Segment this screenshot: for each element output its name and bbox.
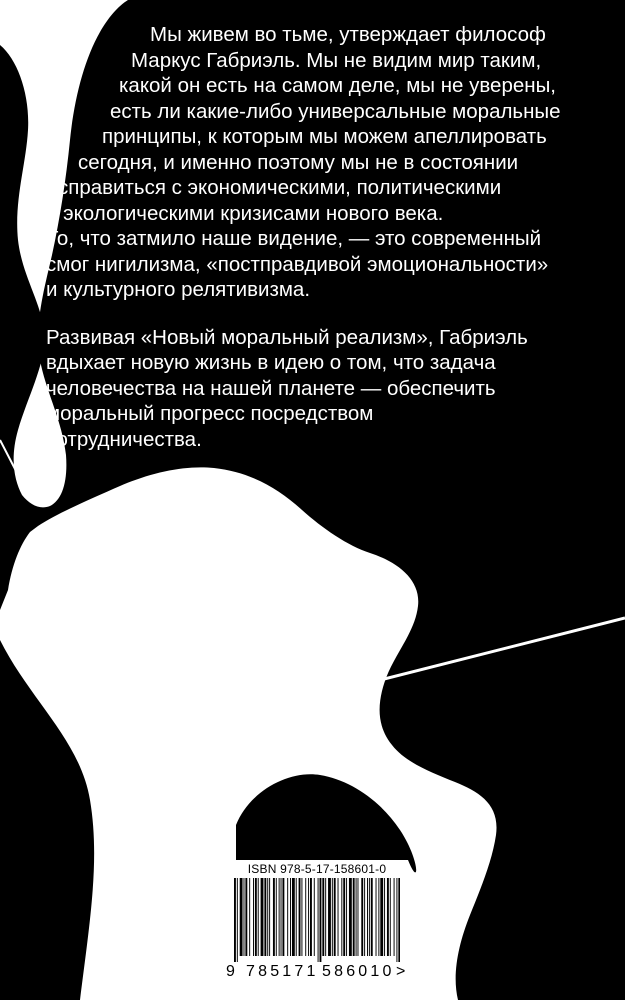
isbn-barcode <box>226 860 408 988</box>
barcode-bar <box>301 878 302 956</box>
barcode-bar <box>299 878 301 956</box>
blurb <box>14 22 610 452</box>
barcode-bar <box>341 878 342 956</box>
barcode-bar <box>384 878 385 956</box>
barcode-bar <box>245 878 247 956</box>
barcode-bar <box>269 878 270 956</box>
blurb-line: моральный прогресс посредством <box>46 402 374 425</box>
barcode-bar <box>361 878 363 956</box>
isbn-label: ISBN 978-5-17-158601-0 <box>247 862 387 876</box>
barcode-bar <box>237 878 238 962</box>
blurb-line: какой он есть на самом деле, мы не уверены, <box>119 74 556 97</box>
barcode-bar <box>369 878 370 956</box>
barcode-bar <box>322 878 324 956</box>
barcode-bar <box>390 878 391 956</box>
blurb-line: справиться с экономическими, политическими <box>58 176 502 199</box>
barcode-bar <box>276 878 277 956</box>
barcode-bar <box>279 878 280 956</box>
blurb-line: вдыхает новую жизнь в идею о том, что задача <box>46 351 496 374</box>
barcode-left-group: 785171 <box>246 963 319 980</box>
barcode-bars <box>234 878 400 962</box>
blurb-line: смог нигилизма, «постправдивой эмоциональности» <box>46 252 549 276</box>
barcode-bar <box>371 878 373 956</box>
barcode-bar <box>376 878 377 956</box>
barcode-bar <box>364 878 365 956</box>
barcode-bar <box>343 878 345 956</box>
blurb-line: принципы, к которым мы можем апеллировать <box>102 125 547 148</box>
barcode-bar <box>346 878 347 956</box>
barcode-bar <box>287 878 288 956</box>
barcode-bar <box>264 878 266 956</box>
barcode-bar <box>305 878 306 956</box>
barcode-bar <box>396 878 397 962</box>
barcode-bar <box>292 878 295 956</box>
barcode-bar <box>325 878 326 956</box>
barcode-bar <box>249 878 250 956</box>
barcode-bar <box>332 878 333 956</box>
barcode-bar <box>320 878 322 962</box>
barcode-bar <box>255 878 257 956</box>
blurb-line: Мы живем во тьме, утверждает философ <box>150 23 546 46</box>
barcode-bar <box>244 878 245 956</box>
barcode-quiet-mark: > <box>396 963 406 980</box>
black-shape-center <box>236 774 416 872</box>
blurb-line: сотрудничества. <box>46 427 202 451</box>
barcode-bar <box>367 878 368 956</box>
blurb-line: То, что затмило наше видение, — это современный <box>46 227 542 250</box>
barcode-bar <box>296 878 297 956</box>
blurb-line: человечества на нашей планете — обеспечить <box>46 376 496 400</box>
barcode-bar <box>258 878 259 956</box>
blurb-line: есть ли какие-либо универсальные моральные <box>110 99 561 123</box>
barcode-bar <box>349 878 352 956</box>
barcode-bar <box>310 878 312 956</box>
barcode-lead-digit: 9 <box>226 963 235 980</box>
barcode-bar <box>338 878 339 956</box>
barcode-bar <box>240 878 243 956</box>
blurb-line: и экологическими кризисами нового века. <box>46 201 444 225</box>
barcode-bar <box>253 878 254 956</box>
barcode-right-group: 586010 <box>322 963 395 980</box>
blurb-line: сегодня, и именно поэтому мы не в состоянии <box>78 150 519 174</box>
barcode-bar <box>318 878 319 962</box>
barcode-bar <box>356 878 357 956</box>
barcode-bar <box>290 878 291 956</box>
barcode-bar <box>308 878 309 956</box>
barcode-bar <box>328 878 331 956</box>
barcode-bar <box>398 878 400 962</box>
barcode-bar <box>314 878 315 956</box>
barcode-digits <box>226 963 408 981</box>
barcode-bar <box>378 878 379 956</box>
barcode-bar <box>281 878 282 956</box>
blurb-line: и культурного релятивизма. <box>46 278 311 301</box>
black-shape-lower <box>0 640 94 1000</box>
barcode-bar <box>380 878 383 956</box>
barcode-bar <box>261 878 264 956</box>
barcode-bar <box>387 878 389 956</box>
barcode-bar <box>282 878 284 956</box>
barcode-bar <box>334 878 336 956</box>
blurb-line: Развивая «Новый моральный реализм», Габриэль <box>46 325 528 349</box>
barcode-bar <box>267 878 268 956</box>
blurb-line: Маркус Габриэль. Мы не видим мир таким, <box>131 48 542 72</box>
barcode-bar <box>234 878 236 962</box>
barcode-bar <box>273 878 275 956</box>
barcode-bar <box>353 878 355 956</box>
barcode-bar <box>394 878 395 956</box>
barcode-bar <box>358 878 359 956</box>
